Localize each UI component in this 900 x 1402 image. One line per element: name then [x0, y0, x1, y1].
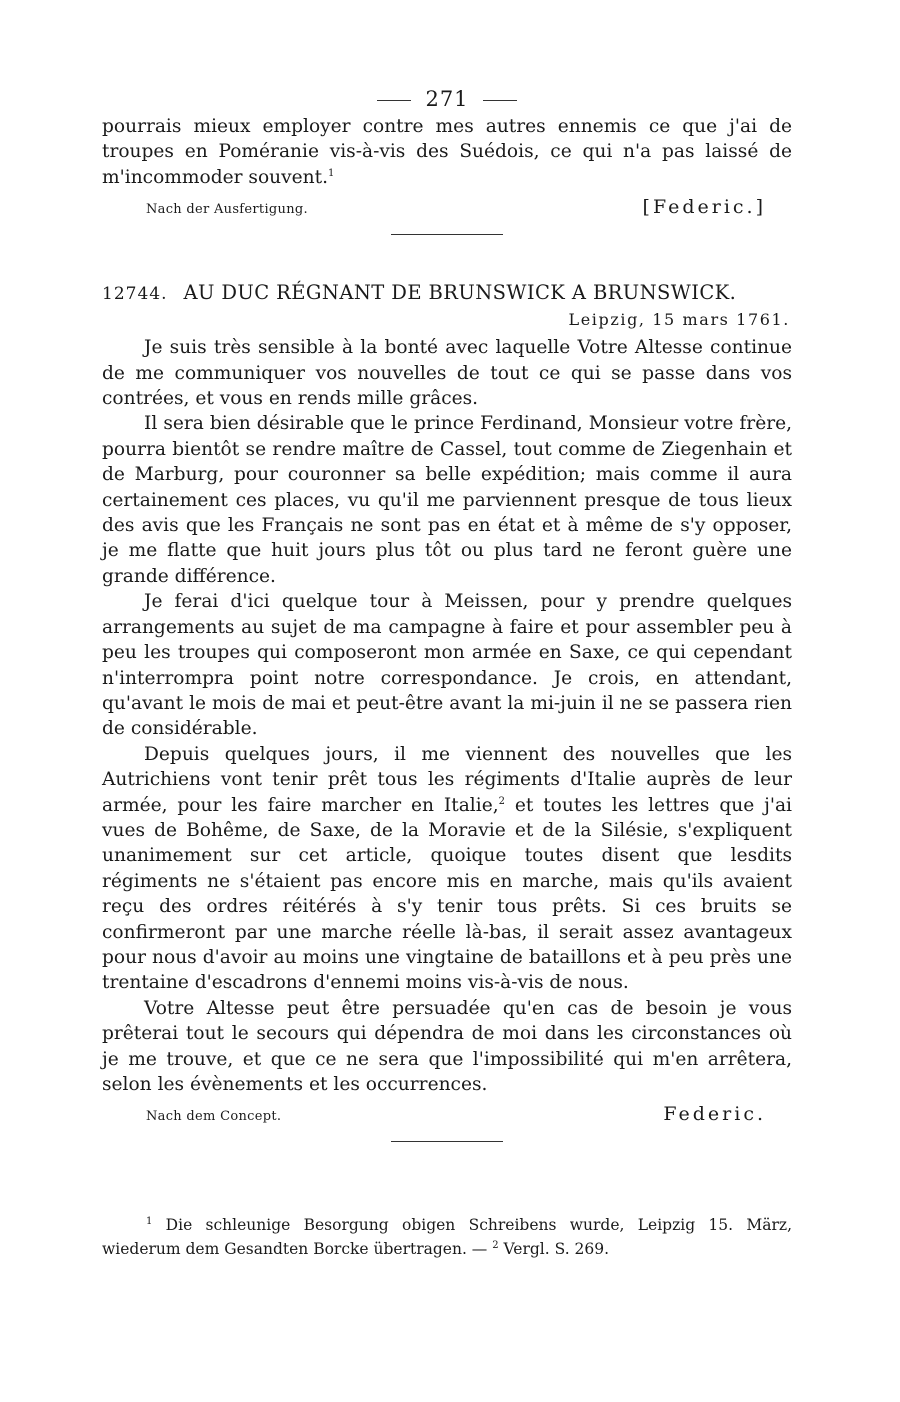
left-dash	[377, 100, 411, 101]
footnote-1-text: Die schleunige Besorgung obigen Schreibens wurde, Leipzig 15. März, wiederum dem Gesandten Borcke übertragen. —	[102, 1216, 792, 1258]
footnote-ref-2: 2	[498, 795, 505, 807]
page-content	[102, 84, 792, 1142]
page-number: 271	[425, 87, 469, 111]
footnote-2-text: Vergl. S. 269.	[498, 1240, 610, 1258]
paragraph-4-part-1: Depuis quelques jours, il me viennent des nouvelles que les Autrichiens vont tenir prêt tous les régiments d'Italie auprès de leur armée, pour les faire marcher en Italie,	[102, 743, 792, 816]
continuation-paragraph	[102, 114, 792, 190]
letter-heading	[102, 281, 792, 304]
continuation-source-row	[102, 196, 792, 218]
letter-source-row	[102, 1103, 792, 1125]
letter-paragraph-1: Je suis très sensible à la bonté avec laquelle Votre Altesse continue de me communiquer vos nouvelles de tout ce qui se passe dans vos contrées, et vous en rends mille grâces.	[102, 337, 792, 410]
footnote-text	[102, 1213, 792, 1261]
source-note: Nach dem Concept.	[146, 1109, 282, 1125]
paragraph-4-part-2: et toutes les lettres que j'ai vues de Bohême, de Saxe, de la Moravie et de la Silésie, s'expliquent unanimement sur cet article, quoique toutes disent que lesdits régiments ne s'étaient pas encore mis en marche, mais qu'ils avaient reçu des ordres réitérés à s'y tenir tous prêts. Si ces bruits se confirmeront par une marche réelle là-bas, il serait assez avantageux pour nous d'avoir au moins une vingtaine de bataillons et à peu près une trentaine d'escadrons d'ennemi moins vis-à-vis de nous.	[102, 794, 792, 994]
continuation-text: pourrais mieux employer contre mes autres ennemis ce que j'ai de troupes en Poméranie vis-à-vis des Suédois, ce qui n'a pas laissé de m'incommoder souvent.	[102, 116, 792, 188]
letter-paragraph-3: Je ferai d'ici quelque tour à Meissen, pour y prendre quelques arrangements au sujet de ma campagne à faire et pour assembler peu à peu les troupes qui composeront mon armée en Saxe, ce qui cependant n'interrompra point notre correspondance. Je crois, en attendant, qu'avant le mois de mai et peut-être avant la mi-juin il ne se passera rien de considérable.	[102, 591, 792, 740]
signature: [Federic.]	[642, 196, 766, 219]
footnotes	[102, 1213, 792, 1261]
letter-title: AU DUC RÉGNANT DE BRUNSWICK A BRUNSWICK.	[183, 281, 737, 305]
letter-paragraph-5: Votre Altesse peut être persuadée qu'en cas de besoin je vous prêterai tout le secours qui dépendra de moi dans les circonstances où je me trouve, et que ce ne sera que l'impossibilité qui m'en arrêtera, selon les évènements et les occurrences.	[102, 997, 792, 1095]
section-divider	[391, 234, 503, 235]
right-dash	[483, 100, 517, 101]
letter-paragraph-2: Il sera bien désirable que le prince Ferdinand, Monsieur votre frère, pourra bientôt se rendre maître de Cassel, tout comme de Ziegenhain et de Marburg, pour couronner sa belle expédition; mais comme il aura certainement ces places, vu qu'il me parviennent presque de tous lieux des avis que les Français ne sont pas en état et à même de s'y opposer, je me flatte que huit jours plus tôt ou plus tard ne feront guère une grande différence.	[102, 413, 792, 587]
letter-paragraph-4	[102, 742, 792, 996]
footnote-divider	[391, 1141, 503, 1142]
page-number-line	[102, 84, 792, 114]
footnote-ref-1: 1	[328, 167, 335, 179]
signature: Federic.	[663, 1103, 766, 1126]
footnote-mark-2: 2	[492, 1239, 499, 1251]
letter-number: 12744.	[102, 284, 168, 305]
footnote-mark-1: 1	[146, 1215, 153, 1227]
source-note: Nach der Ausfertigung.	[146, 202, 308, 218]
dateline: Leipzig, 15 mars 1761.	[568, 310, 790, 330]
